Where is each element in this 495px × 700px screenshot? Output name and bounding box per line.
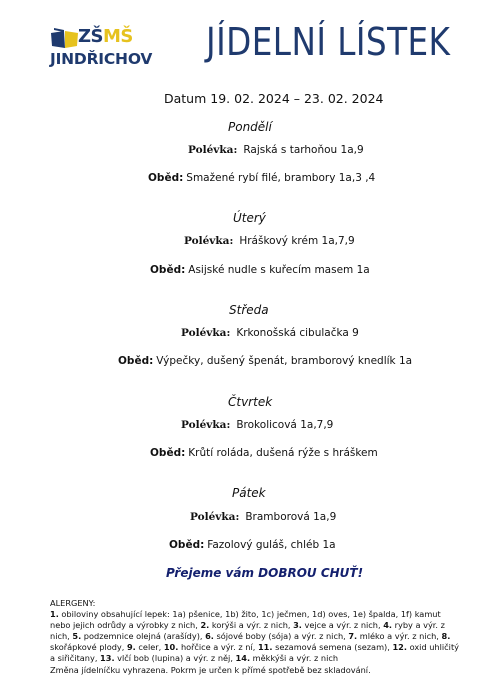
allergen-number: 10. [163, 642, 179, 653]
main-line-tuesday [150, 264, 370, 276]
soup-line-tuesday [184, 235, 355, 247]
school-city: JINDŘICHOV [50, 50, 153, 68]
allergen-text: sójové boby (sója) a výr. z nich, [213, 631, 349, 642]
allergen-text: podzemnice olejná (arašídy), [81, 631, 206, 642]
main-dish: Krůtí roláda, dušená rýže s hráškem [188, 447, 378, 459]
day-heading-wednesday: Středa [229, 303, 269, 317]
allergens-list [50, 609, 460, 664]
soup-label: Polévka: [184, 235, 234, 247]
books-logo-icon [50, 28, 80, 50]
soup-label: Polévka: [181, 327, 231, 339]
main-dish: Smažené rybí filé, brambory 1a,3 ,4 [186, 172, 376, 184]
allergen-number: 12. [392, 642, 407, 653]
allergen-text: ryby a výr. z nich, [50, 620, 445, 642]
allergen-text: korýši a výr. z nich, [209, 620, 294, 631]
soup-label: Polévka: [181, 419, 231, 431]
allergen-number: 6. [205, 631, 214, 642]
allergen-number: 11. [257, 642, 273, 653]
soup-line-monday [188, 144, 364, 156]
allergens-heading: ALERGENY: [50, 598, 96, 608]
soup-label: Polévka: [190, 511, 240, 523]
allergen-number: 3. [293, 620, 302, 631]
main-line-thursday [150, 447, 378, 459]
main-dish: Asijské nudle s kuřecím masem 1a [188, 264, 370, 276]
allergen-text: celer, [135, 642, 164, 653]
soup-name: Rajská s tarhoňou 1a,9 [243, 144, 364, 156]
allergens-section [50, 598, 460, 676]
allergen-text: vlčí bob (lupina) a výr. z něj, [114, 653, 236, 664]
school-name [78, 26, 133, 47]
soup-line-friday [190, 511, 336, 523]
allergen-text: obiloviny obsahující lepek: 1a) pšenice, 1b) žito, 1c) ječmen, 1d) oves, 1e) špalda, 1f) kamut nebo jejich odrůdy a výrobky z nich, [50, 609, 441, 631]
allergen-text: skořápkové plody, [50, 642, 127, 653]
soup-label: Polévka: [188, 144, 238, 156]
main-line-monday [148, 172, 375, 184]
main-dish: Fazolový guláš, chléb 1a [207, 539, 336, 551]
date-range: Datum 19. 02. 2024 – 23. 02. 2024 [164, 91, 384, 106]
allergen-text: hořčice a výr. z ní, [178, 642, 258, 653]
school-name-zs: ZŠ [78, 26, 104, 47]
main-line-wednesday [118, 355, 412, 367]
allergen-number: 7. [348, 631, 358, 642]
allergen-text: oxid uhličitý a siřičitany, [50, 642, 460, 664]
allergen-number: 8. [441, 631, 451, 642]
main-dish: Výpečky, dušený špenát, bramborový knedlík 1a [156, 355, 413, 367]
soup-name: Krkonošská cibulačka 9 [236, 327, 359, 339]
soup-line-thursday [181, 419, 333, 431]
day-heading-thursday: Čtvrtek [228, 395, 273, 409]
allergen-number: 14. [235, 653, 251, 664]
allergen-number: 5. [72, 631, 82, 642]
allergen-text: mléko a výr. z nich, [357, 631, 442, 642]
allergen-text: měkkýši a výr. z nich [250, 653, 339, 664]
main-label: Oběd: [148, 172, 184, 184]
allergen-number: 13. [100, 653, 115, 664]
main-label: Oběd: [150, 447, 186, 459]
closing-wish: Přejeme vám DOBROU CHUŤ! [166, 566, 364, 580]
allergen-number: 2. [200, 620, 210, 631]
day-heading-monday: Pondělí [228, 120, 272, 134]
day-heading-friday: Pátek [232, 486, 266, 500]
soup-name: Bramborová 1a,9 [245, 511, 337, 523]
allergen-text: vejce a výr. z nich, [301, 620, 384, 631]
page-title: JÍDELNÍ LÍSTEK [206, 20, 451, 64]
allergen-number: 1. [50, 609, 59, 620]
allergen-number: 4. [383, 620, 393, 631]
allergen-text: sezamová semena (sezam), [272, 642, 393, 653]
school-logo [50, 26, 160, 76]
allergen-number: 9. [126, 642, 136, 653]
school-name-ms: MŠ [103, 26, 133, 47]
soup-name: Hráškový krém 1a,7,9 [239, 235, 355, 247]
main-label: Oběd: [150, 264, 186, 276]
menu-change-note: Změna jídelníčku vyhrazena. Pokrm je určen k přímé spotřebě bez skladování. [50, 664, 371, 675]
soup-name: Brokolicová 1a,7,9 [236, 419, 334, 431]
main-label: Oběd: [118, 355, 154, 367]
day-heading-tuesday: Úterý [233, 211, 266, 225]
main-label: Oběd: [169, 539, 205, 551]
soup-line-wednesday [181, 327, 359, 339]
main-line-friday [169, 539, 336, 551]
